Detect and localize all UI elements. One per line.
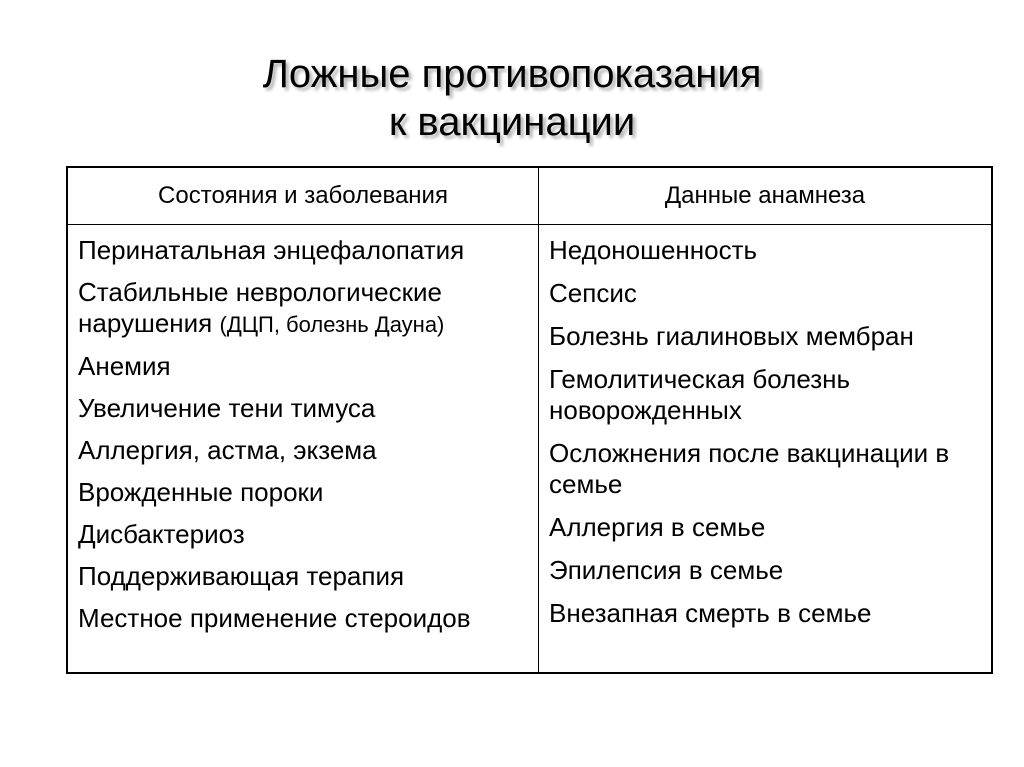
list-item-text: Стабильные неврологические нарушения <box>78 277 442 338</box>
anamnesis-column <box>539 225 991 672</box>
list-item-text: Анемия <box>78 351 171 381</box>
list-item: Осложнения после вакцинации в семье <box>549 438 950 499</box>
list-item <box>78 393 538 424</box>
slide-title <box>0 50 1024 146</box>
list-item: Внезапная смерть в семье <box>549 598 872 628</box>
list-item: Недоношенность <box>549 235 758 265</box>
list-item: Сепсис <box>549 278 637 308</box>
list-item <box>78 477 538 508</box>
list-item: Болезнь гиалиновых мембран <box>549 321 914 351</box>
list-item-text: Аллергия, астма, экзема <box>78 435 377 465</box>
list-item-text: Врожденные пороки <box>78 477 324 507</box>
list-item-text: Увеличение тени тимуса <box>78 393 376 423</box>
list-item-text: Перинатальная энцефалопатия <box>78 235 465 265</box>
slide-title-line-2: к вакцинации <box>388 100 636 144</box>
list-item <box>78 603 538 634</box>
contraindications-table <box>66 166 993 674</box>
list-item-text: Дисбактериоз <box>78 519 245 549</box>
conditions-column <box>68 225 539 672</box>
list-item <box>78 277 538 340</box>
list-item: Аллергия в семье <box>549 512 766 542</box>
slide-title-line-1: Ложные противопоказания <box>262 52 762 96</box>
list-item: Эпилепсия в семье <box>549 555 784 585</box>
column-header-anamnesis: Данные анамнеза <box>539 168 991 225</box>
list-item <box>78 561 538 592</box>
list-item <box>78 435 538 466</box>
column-header-conditions: Состояния и заболевания <box>68 168 539 225</box>
list-item <box>78 235 538 266</box>
list-item-text: Поддерживающая терапия <box>78 561 405 591</box>
list-item-text: Местное применение стероидов <box>78 603 471 633</box>
list-item: Гемолитическая болезнь новорожденных <box>549 364 851 425</box>
list-item <box>78 519 538 550</box>
list-item-note: (ДЦП, болезнь Дауна) <box>219 312 445 337</box>
list-item <box>78 351 538 382</box>
